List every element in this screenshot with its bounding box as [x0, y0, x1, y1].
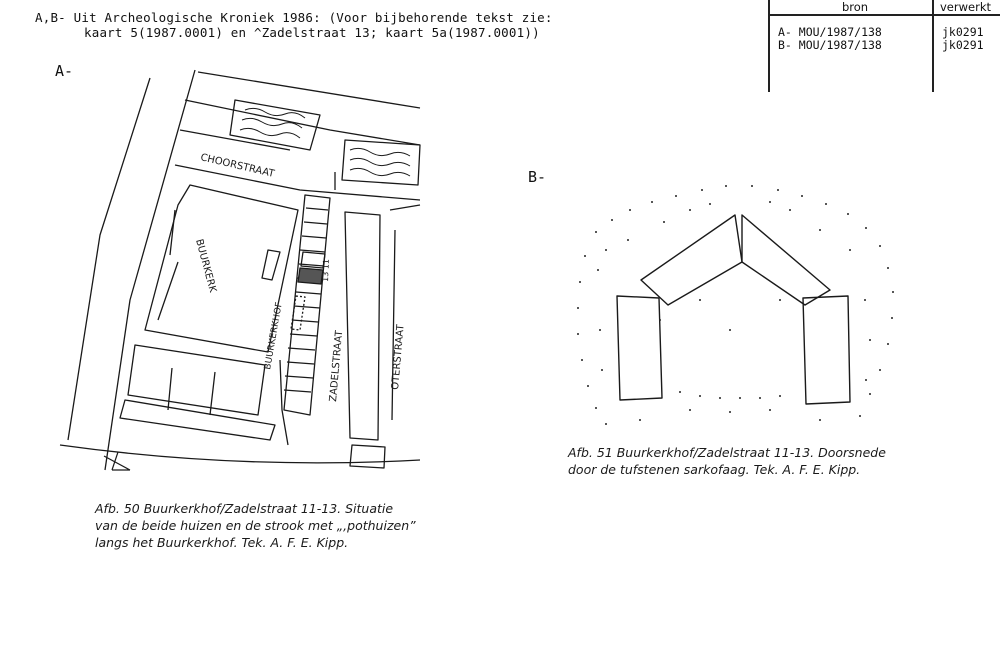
header-line-1: A,B- Uit Archeologische Kroniek 1986: (Voor bijbehorende tekst zie:	[35, 10, 553, 25]
table-cell-verwerkt-a: jk0291	[942, 25, 984, 39]
figure-b-caption	[568, 444, 886, 478]
figure-a-caption-line-1: Afb. 50 Buurkerkhof/Zadelstraat 11-13. Situatie	[95, 501, 394, 516]
map-label-house-numbers: 13 11	[321, 258, 331, 283]
figure-a-caption-line-2: van de beide huizen en de strook met „,pothuizen”	[95, 518, 416, 533]
map-label-oterstraat: OTERSTRAAT	[390, 324, 407, 391]
map-label-buurkerk: BUURKERK	[193, 237, 218, 294]
figure-b-caption-line-2: door de tufstenen sarkofaag. Tek. A. F. E. Kipp.	[568, 462, 861, 477]
sarcophagus-lid-right	[742, 215, 830, 305]
table-header-verwerkt: verwerkt	[940, 0, 991, 14]
figure-b-caption-line-1: Afb. 51 Buurkerkhof/Zadelstraat 11-13. Doorsnede	[568, 445, 886, 460]
figure-b-label: B-	[528, 168, 547, 186]
map-label-choorstraat: CHOORSTRAAT	[199, 152, 276, 180]
figure-a-caption	[95, 500, 416, 551]
table-cell-bron-a: A- MOU/1987/138	[778, 25, 882, 39]
map-label-zadelstraat: ZADELSTRAAT	[328, 329, 346, 403]
header-line-2: kaart 5(1987.0001) en ^Zadelstraat 13; kaart 5a(1987.0001))	[84, 25, 540, 40]
sarcophagus-lid-left	[641, 215, 742, 305]
map-label-buurkerkhof: BUURKERKHOF	[263, 301, 285, 371]
figure-a-caption-line-3: langs het Buurkerkhof. Tek. A. F. E. Kipp.	[95, 535, 349, 550]
sarcophagus-wall-right	[803, 296, 850, 404]
table-cell-verwerkt-b: jk0291	[942, 38, 984, 52]
sarcophagus-wall-left	[617, 296, 662, 400]
figure-a-label: A-	[55, 62, 74, 80]
table-header-bron: bron	[842, 0, 869, 14]
table-cell-bron-b: B- MOU/1987/138	[778, 38, 882, 52]
